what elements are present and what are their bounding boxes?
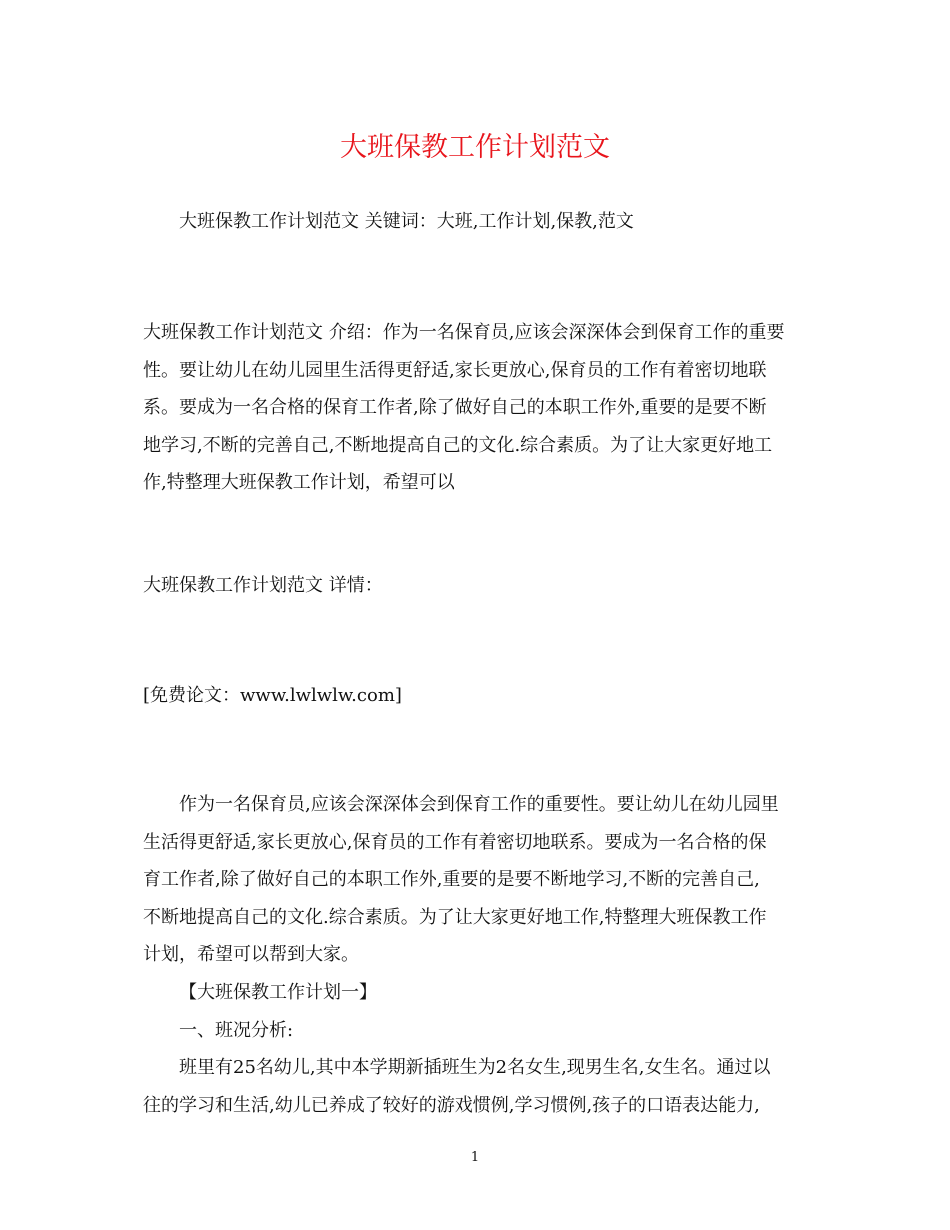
intro-line: 作,特整理大班保教工作计划，希望可以 <box>143 472 455 494</box>
intro-line: 系。要成为一名合格的保育工作者,除了做好自己的本职工作外,重要的是要不断 <box>143 397 767 419</box>
body-line: 育工作者,除了做好自己的本职工作外,重要的是要不断地学习,不断的完善自己, <box>143 869 760 891</box>
intro-line: 性。要让幼儿在幼儿园里生活得更舒适,家长更放心,保育员的工作有着密切地联 <box>143 359 767 381</box>
details-paragraph <box>143 567 823 605</box>
body-line: 作为一名保育员,应该会深深体会到保育工作的重要性。要让幼儿在幼儿园里 <box>179 794 779 815</box>
intro-line: 地学习,不断的完善自己,不断地提高自己的文化.综合素质。为了让大家更好地工 <box>143 434 773 456</box>
intro-paragraph <box>143 314 823 502</box>
analysis-line: 班里有25名幼儿,其中本学期新插班生为2名女生,现男生名,女生名。通过以 <box>179 1057 771 1079</box>
body-paragraph <box>143 786 823 1124</box>
body-line: 生活得更舒适,家长更放心,保育员的工作有着密切地联系。要成为一名合格的保 <box>143 831 767 853</box>
source-line: [免费论文：www.lwlwlw.com] <box>143 685 402 706</box>
document-title: 大班保教工作计划范文 <box>340 132 610 163</box>
section-heading: 【大班保教工作计划一】 <box>179 981 377 1003</box>
keywords-line: 大班保教工作计划范文 关键词：大班,工作计划,保教,范文 <box>179 211 634 232</box>
source-paragraph <box>143 677 823 715</box>
details-label: 大班保教工作计划范文 详情： <box>143 575 383 596</box>
subsection-heading: 一、班况分析: <box>179 1019 294 1041</box>
body-line: 计划，希望可以帮到大家。 <box>143 944 359 966</box>
keywords-paragraph <box>143 203 823 241</box>
body-line: 不断地提高自己的文化.综合素质。为了让大家更好地工作,特整理大班保教工作 <box>143 906 767 928</box>
analysis-line: 往的学习和生活,幼儿已养成了较好的游戏惯例,学习惯例,孩子的口语表达能力, <box>143 1094 760 1116</box>
page-number: 1 <box>470 1150 480 1165</box>
intro-line: 大班保教工作计划范文 介绍：作为一名保育员,应该会深深体会到保育工作的重要 <box>143 322 785 343</box>
